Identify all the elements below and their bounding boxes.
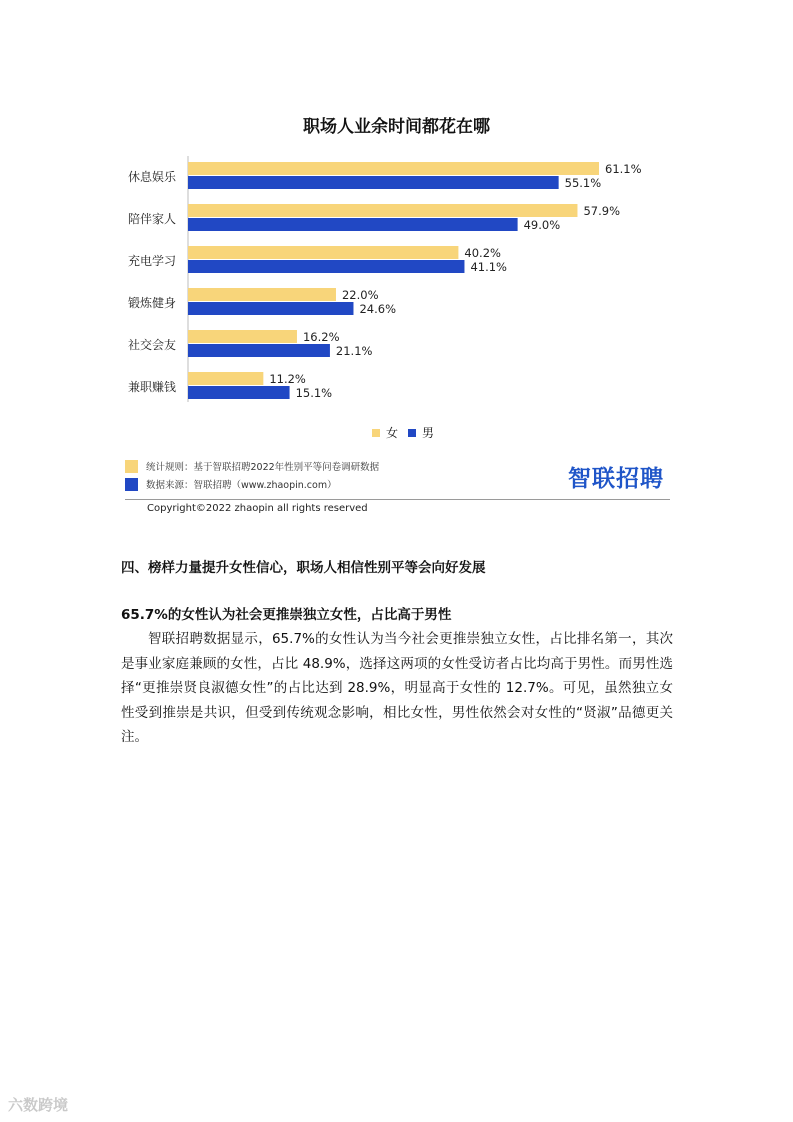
bar-male <box>188 176 559 189</box>
bar-male <box>188 302 353 315</box>
data-label: 22.0% <box>341 288 379 302</box>
data-label: 40.2% <box>464 246 501 260</box>
zhaopin-logo: 智联招聘 <box>568 466 664 492</box>
data-label: 21.1% <box>335 344 373 358</box>
data-label: 41.1% <box>470 260 508 274</box>
legend-label-male: 男 <box>422 426 435 440</box>
bar-female <box>188 288 336 301</box>
bar-male <box>188 218 518 231</box>
category-label: 兼职赚钱 <box>127 380 176 394</box>
data-label: 55.1% <box>564 176 602 190</box>
section-heading: 四、榜样力量提升女性信心，职场人相信性别平等会向好发展 <box>121 560 486 576</box>
bar-male <box>188 386 290 399</box>
legend-label-female: 女 <box>386 426 399 440</box>
source-data-text: 数据来源：智联招聘（www.zhaopin.com） <box>146 480 337 491</box>
paragraph-heading: 65.7%的女性认为社会更推崇独立女性，占比高于男性 <box>121 607 452 623</box>
chart-legend <box>372 424 434 441</box>
source-rule-text: 统计规则：基于智联招聘2022年性别平等问卷调研数据 <box>146 462 380 473</box>
category-label: 陪伴家人 <box>127 212 176 226</box>
bar-female <box>188 246 458 259</box>
data-label: 24.6% <box>359 302 397 316</box>
source-divider <box>125 499 670 500</box>
legend-swatch-female <box>372 429 380 437</box>
bar-female <box>188 372 263 385</box>
category-label: 充电学习 <box>127 254 176 268</box>
bar-female <box>188 330 297 343</box>
legend-swatch-male <box>408 429 416 437</box>
data-label: 11.2% <box>269 372 306 386</box>
paragraph-body: 智联招聘数据显示，65.7%的女性认为当今社会更推崇独立女性，占比排名第一，其次是事业家庭兼顾的女性，占比 48.9%，选择这两项的女性受访者占比均高于男性。而男性选择“更推崇贤良淑德女性”的占比达到 28.9%，明显高于女性的 12.7%。可见，虽然独立女性受到推崇是共识，但受到传统观念影响，相比女性，男性依然会对女性的“贤淑”品德更关注。 <box>121 631 673 745</box>
watermark: 六数跨境 <box>8 1096 69 1114</box>
category-label: 休息娱乐 <box>127 170 176 184</box>
source-data-swatch <box>125 478 138 491</box>
category-label: 社交会友 <box>127 338 176 352</box>
data-label: 16.2% <box>302 330 340 344</box>
copyright: Copyright©2022 zhaopin all rights reserved <box>147 503 368 514</box>
source-rule-row <box>125 459 379 473</box>
category-label: 锻炼健身 <box>127 296 176 310</box>
bar-female <box>188 204 577 217</box>
chart-title: 职场人业余时间都花在哪 <box>303 117 490 137</box>
bar-female <box>188 162 599 175</box>
source-rule-swatch <box>125 460 138 473</box>
data-label: 49.0% <box>523 218 561 232</box>
data-label: 15.1% <box>295 386 333 400</box>
bar-male <box>188 344 330 357</box>
bar-male <box>188 260 464 273</box>
data-label: 61.1% <box>605 162 642 176</box>
data-label: 57.9% <box>583 204 621 218</box>
source-data-row <box>125 477 337 491</box>
bar-chart <box>0 0 793 420</box>
